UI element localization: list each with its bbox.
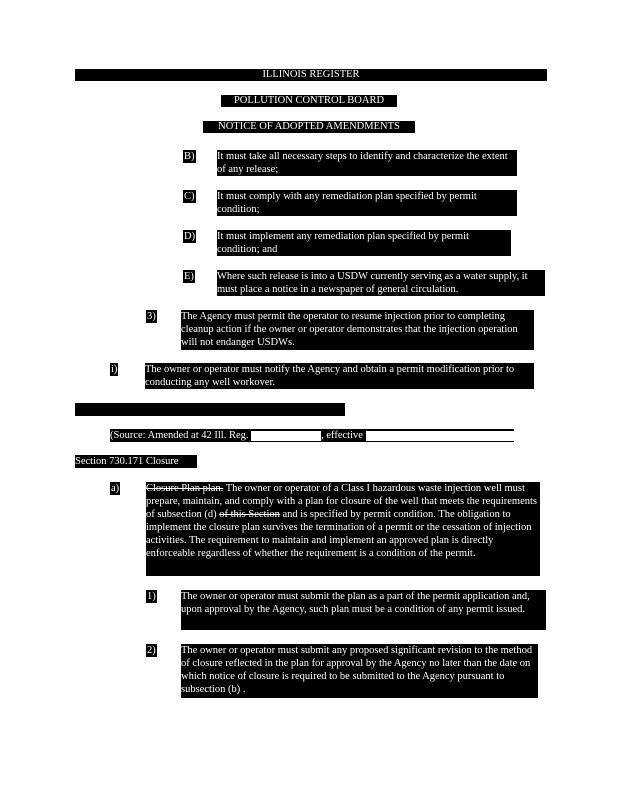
para-a-struck2: of this Section — [219, 509, 280, 520]
para-a-text — [146, 482, 540, 576]
notice-header — [203, 121, 415, 133]
item-text-d: It must implement any remediation plan specified by permit condition; and — [217, 230, 511, 256]
sub-1-text: The owner or operator must submit the plan as a part of the permit application and, upon approval by the Agency, such plan must be a condition of any permit issued. — [181, 590, 546, 630]
item-text-b: It must take all necessary steps to identify and characterize the extent of any release; — [217, 150, 517, 176]
sub-2-label: 2) — [147, 645, 156, 656]
source-date-blank — [251, 431, 321, 441]
item-text-e: Where such release is into a USDW currently serving as a water supply, it must place a notice in a newspaper of general circulation. — [217, 270, 545, 296]
board-note — [75, 403, 345, 428]
item-label-e: E) — [184, 271, 194, 282]
para-a-text2: and is specified by permit condition. The obligation to implement the closure plan survives the termination of a permit or the cessation of injection activities. The requirement to maintain and implement an approved plan is directly enforceable regardless of whether the requirement is a condition of the permit. — [146, 509, 532, 559]
item-label-b: B) — [184, 151, 195, 162]
board-note-text: BOARD NOTE: Derived from 40 CFR 146.67 (2017) — [75, 417, 306, 428]
item-text-c: It must comply with any remediation plan specified by permit condition; — [217, 190, 517, 216]
sub-2-end: . — [242, 684, 246, 695]
source-mid: , effective — [321, 430, 366, 441]
para-3-text: The Agency must permit the operator to resume injection prior to completing cleanup action if the owner or operator demonstrates that the injection operation will not endanger USDWs. — [181, 310, 534, 350]
board-note-struck: (2005) — [305, 417, 334, 428]
notice-title: NOTICE OF ADOPTED AMENDMENTS — [218, 121, 400, 132]
para-3-label: 3) — [147, 311, 156, 322]
para-i-label: i) — [111, 364, 118, 375]
item-label-c: C) — [184, 191, 195, 202]
sub-1-label: 1) — [147, 591, 156, 602]
register-title: ILLINOIS REGISTER — [262, 69, 360, 80]
para-i-text: The owner or operator must notify the Agency and obtain a permit modification prior to conducting any well workover. — [145, 363, 534, 389]
source-line — [110, 429, 540, 442]
sub-2-text — [181, 644, 538, 698]
para-a-text1: The owner or operator of a Class I hazardous waste injection well must prepare, maintain, and comply with a plan for closure of the well that meets the requirements of subsection (d) — [146, 483, 537, 520]
source-suffix: ) — [535, 430, 540, 441]
board-header — [221, 95, 397, 107]
para-a-struck-title: Closure Plan plan. — [146, 483, 224, 494]
item-label-d: D) — [184, 231, 196, 242]
source-prefix: (Source: Amended at 42 Ill. Reg. — [110, 430, 252, 441]
section-heading: Section 730.171 Closure — [75, 455, 197, 468]
source-effective-blank — [366, 431, 536, 441]
sub-2-body: The owner or operator must submit any proposed significant revision to the method of closure reflected in the plan for approval by the Agency no later than the date on which notice of closure is required to be submitted to the Agency pursuant to subsection (b) — [181, 645, 533, 695]
register-header — [75, 69, 547, 81]
para-a-label: a) — [111, 483, 120, 494]
board-title: POLLUTION CONTROL BOARD — [233, 95, 385, 106]
